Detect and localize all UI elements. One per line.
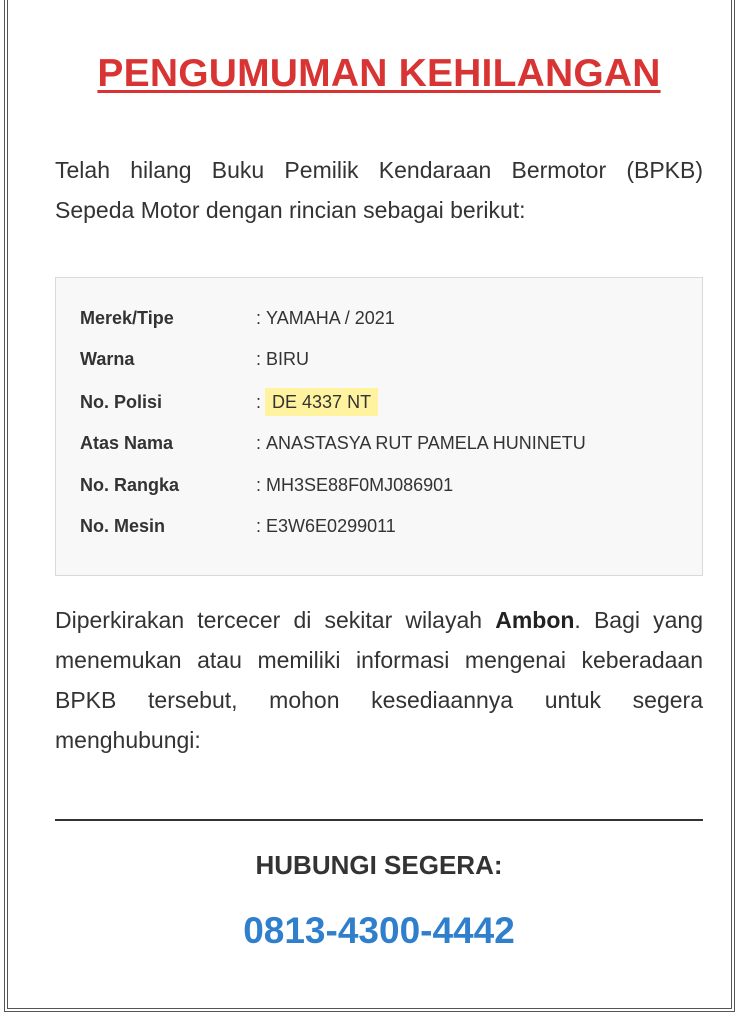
location-name: Ambon (495, 607, 575, 633)
detail-label: No. Polisi (80, 392, 163, 412)
detail-row-owner (80, 430, 586, 456)
detail-value: E3W6E0299011 (266, 516, 396, 536)
body-paragraph: Diperkirakan tercecer di sekitar wilayah Ambon. Bagi yang menemukan atau memiliki informasi mengenai keberadaan BPKB tersebut, mohon kesediaannya untuk segera menghubungi: (55, 607, 703, 753)
detail-separator: : (256, 516, 262, 536)
detail-row-color (80, 346, 309, 372)
detail-label: Atas Nama (80, 433, 174, 453)
detail-value: BIRU (266, 349, 310, 369)
plate-number-highlight: DE 4337 NT (265, 388, 378, 416)
detail-label: Warna (80, 349, 135, 369)
intro-paragraph: Telah hilang Buku Pemilik Kendaraan Bermotor (BPKB) Sepeda Motor dengan rincian sebagai berikut: (55, 157, 703, 223)
divider (55, 819, 703, 821)
detail-separator: : (256, 308, 262, 328)
announcement-title: PENGUMUMAN KEHILANGAN (97, 52, 661, 95)
detail-value: MH3SE88F0MJ086901 (266, 475, 454, 495)
detail-row-brand (80, 305, 395, 331)
detail-separator: : (256, 475, 262, 495)
vehicle-details-box (55, 277, 703, 576)
detail-value: ANASTASYA RUT PAMELA HUNINETU (266, 433, 586, 453)
detail-row-chassis (80, 472, 453, 498)
detail-row-plate (80, 388, 378, 414)
detail-label: Merek/Tipe (80, 308, 174, 328)
detail-separator: : (256, 433, 262, 453)
detail-separator: : (256, 349, 262, 369)
detail-row-engine (80, 513, 396, 539)
detail-separator: : (256, 392, 262, 412)
detail-label: No. Mesin (80, 516, 166, 536)
detail-label: No. Rangka (80, 475, 180, 495)
detail-value: YAMAHA / 2021 (266, 308, 395, 328)
contact-heading: HUBUNGI SEGERA: (255, 850, 503, 880)
phone-number[interactable]: 0813-4300-4442 (243, 910, 515, 951)
